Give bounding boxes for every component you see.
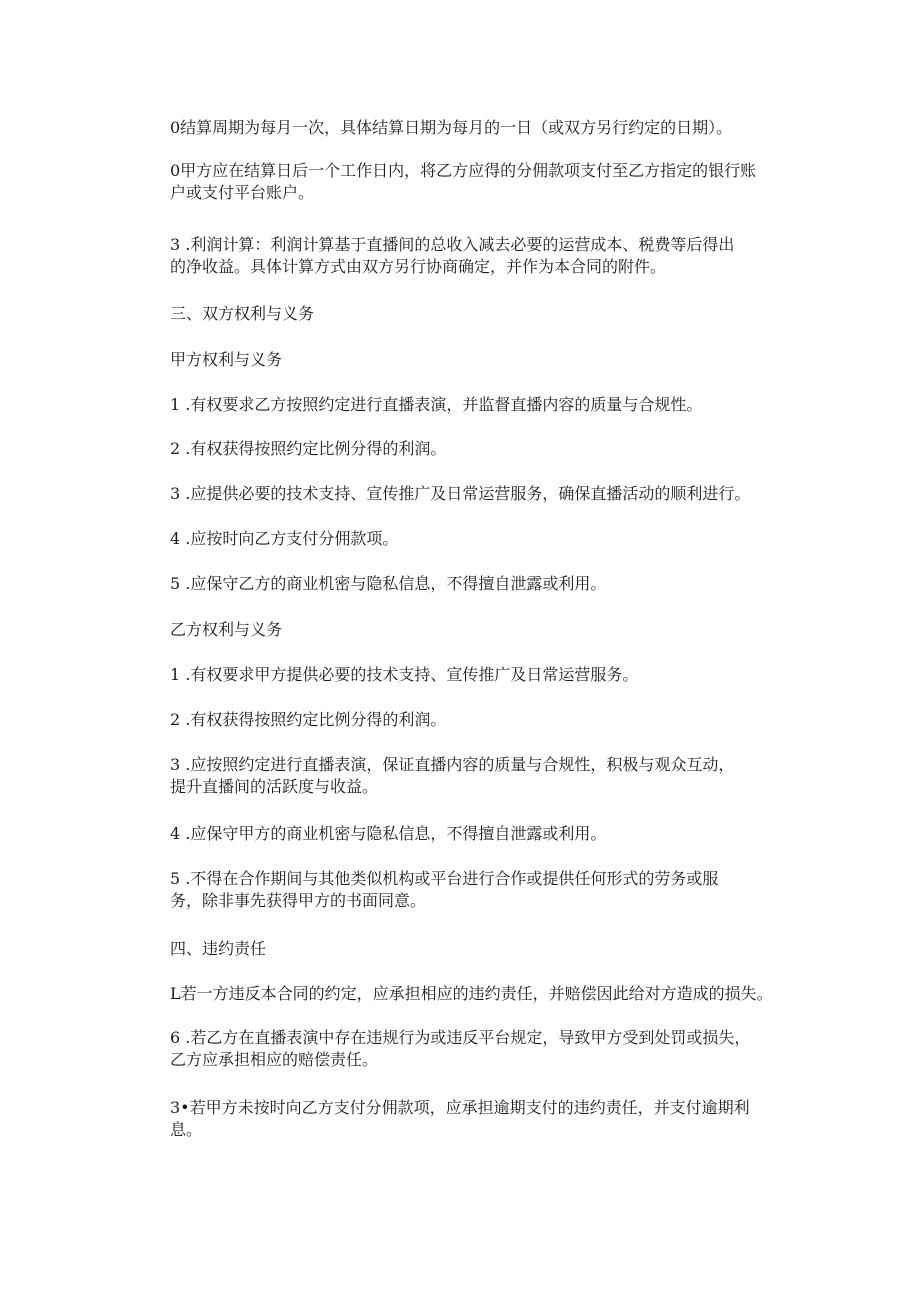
- list-item: [136, 709, 796, 731]
- list-item: [136, 438, 796, 460]
- text-line: 提升直播间的活跃度与收益。: [170, 777, 379, 796]
- text-line: 三、双方权利与义务: [170, 304, 315, 323]
- text-line: 5 .不得在合作期间与其他类似机构或平台进行合作或提供任何形式的劳务或服: [170, 869, 719, 888]
- subheading-party-b: [136, 619, 796, 641]
- section-heading-liability: [136, 938, 796, 960]
- paragraph-profit-calculation: [136, 234, 796, 278]
- text-line: 6 .若乙方在直播表演中存在违规行为或违反平台规定，导致甲方受到处罚或损失，: [170, 1028, 751, 1047]
- list-item: [136, 868, 796, 912]
- text-line: 3•若甲方未按时向乙方支付分佣款项，应承担逾期支付的违约责任，并支付逾期利: [170, 1098, 750, 1117]
- text-line: 务，除非事先获得甲方的书面同意。: [170, 891, 427, 910]
- list-item: [136, 664, 796, 686]
- text-line: 3 .应提供必要的技术支持、宣传推广及日常运营服务，确保直播活动的顺利进行。: [170, 484, 751, 503]
- text-line: 乙方应承担相应的赔偿责任。: [170, 1050, 379, 1069]
- list-item: [136, 1097, 796, 1141]
- list-item: [136, 1027, 796, 1071]
- text-line: 四、违约责任: [170, 939, 267, 958]
- text-line: 的净收益。具体计算方式由双方另行协商确定，并作为本合同的附件。: [170, 257, 667, 276]
- text-line: 2 .有权获得按照约定比例分得的利润。: [170, 439, 447, 458]
- list-item: [136, 983, 796, 1005]
- list-item: [136, 754, 796, 798]
- text-line: 甲方权利与义务: [170, 350, 283, 369]
- text-line: 3 .利润计算：利润计算基于直播间的总收入减去必要的运营成本、税费等后得出: [170, 235, 735, 254]
- list-item: [136, 528, 796, 550]
- text-line: L若一方违反本合同的约定，应承担相应的违约责任，并赔偿因此给对方造成的损失。: [170, 984, 773, 1003]
- text-line: 0甲方应在结算日后一个工作日内，将乙方应得的分佣款项支付至乙方指定的银行账: [170, 161, 757, 180]
- text-line: 4 .应按时向乙方支付分佣款项。: [170, 529, 399, 548]
- text-line: 5 .应保守乙方的商业机密与隐私信息，不得擅自泄露或利用。: [170, 574, 607, 593]
- text-line: 户或支付平台账户。: [170, 183, 315, 202]
- paragraph-settlement-cycle: [136, 117, 796, 139]
- text-line: 息。: [170, 1120, 203, 1139]
- list-item: [136, 394, 796, 416]
- text-line: 0结算周期为每月一次，具体结算日期为每月的一日（或双方另行约定的日期）。: [170, 118, 733, 137]
- text-line: 1 .有权要求甲方提供必要的技术支持、宣传推广及日常运营服务。: [170, 665, 639, 684]
- text-line: 1 .有权要求乙方按照约定进行直播表演，并监督直播内容的质量与合规性。: [170, 395, 703, 414]
- text-line: 3 .应按照约定进行直播表演，保证直播内容的质量与合规性，积极与观众互动，: [170, 755, 735, 774]
- section-heading-rights-obligations: [136, 303, 796, 325]
- subheading-party-a: [136, 349, 796, 371]
- text-line: 乙方权利与义务: [170, 620, 283, 639]
- paragraph-payment-deadline: [136, 160, 796, 204]
- list-item: [136, 483, 796, 505]
- text-line: 4 .应保守甲方的商业机密与隐私信息，不得擅自泄露或利用。: [170, 824, 607, 843]
- text-line: 2 .有权获得按照约定比例分得的利润。: [170, 710, 447, 729]
- list-item: [136, 823, 796, 845]
- list-item: [136, 573, 796, 595]
